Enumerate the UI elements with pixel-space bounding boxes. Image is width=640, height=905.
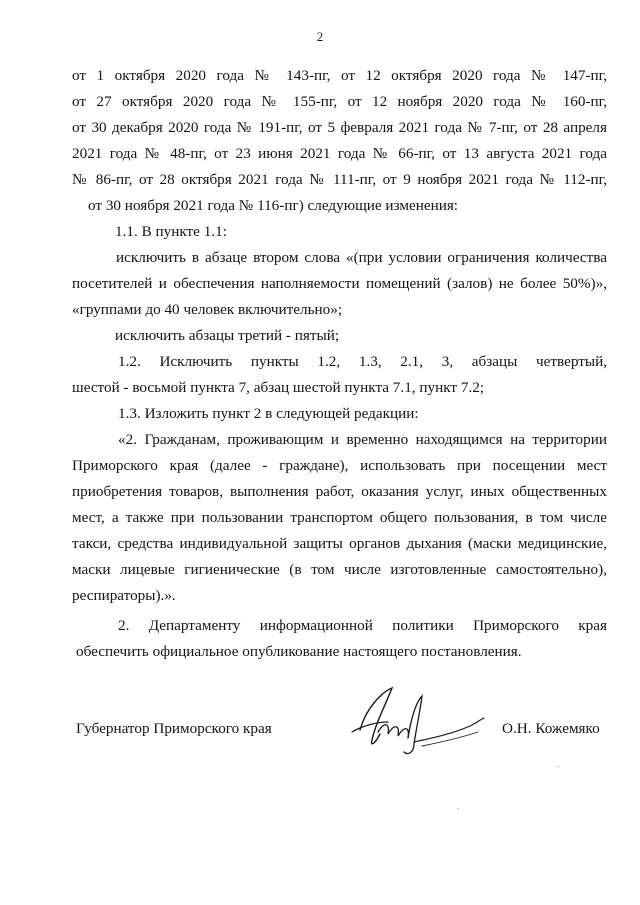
text-line: респираторы).». bbox=[72, 587, 176, 604]
text-line: Приморского края (далее - граждане), использовать при посещении мест bbox=[72, 457, 607, 474]
text-line: посетителей и обеспечения наполняемости помещений (залов) не более 50%)», bbox=[72, 275, 607, 292]
text-line: от 30 ноября 2021 года № 116-пг) следующие изменения: bbox=[88, 197, 459, 214]
text-line: шестой - восьмой пункта 7, абзац шестой пункта 7.1, пункт 7.2; bbox=[72, 379, 485, 396]
text-line: от 30 декабря 2020 года № 191-пг, от 5 февраля 2021 года № 7-пг, от 28 апреля bbox=[72, 119, 607, 136]
text-line: такси, средства индивидуальной защиты органов дыхания (маски медицинские, bbox=[72, 535, 607, 552]
signer-name: О.Н. Кожемяко bbox=[502, 720, 600, 737]
page-number: 2 bbox=[316, 29, 324, 44]
text-line: исключить в абзаце втором слова «(при условии ограничения количества bbox=[116, 249, 607, 266]
text-line: 2021 года № 48-пг, от 23 июня 2021 года № 66-пг, от 13 августа 2021 года bbox=[72, 145, 607, 162]
text-line: «группами до 40 человек включительно»; bbox=[72, 301, 343, 318]
signature-block bbox=[0, 712, 640, 752]
handwritten-signature bbox=[342, 682, 492, 772]
text-line: от 1 октября 2020 года № 143-пг, от 12 октября 2020 года № 147-пг, bbox=[72, 67, 607, 84]
text-line: обеспечить официальное опубликование настоящего постановления. bbox=[76, 643, 522, 660]
text-line: исключить абзацы третий - пятый; bbox=[115, 327, 340, 344]
scan-speck bbox=[557, 766, 559, 767]
text-line: маски лицевые гигиенические (в том числе изготовленные самостоятельно), bbox=[72, 561, 607, 578]
clause-heading: 2. Департаменту информационной политики Приморского края bbox=[118, 617, 607, 634]
text-line: приобретения товаров, выполнения работ, оказания услуг, иных общественных bbox=[72, 483, 607, 500]
scan-speck bbox=[457, 808, 459, 809]
text-line: мест, а также при пользовании транспортом общего пользования, в том числе bbox=[72, 509, 607, 526]
clause-heading: 1.2. Исключить пункты 1.2, 1.3, 2.1, 3, абзацы четвертый, bbox=[118, 353, 607, 370]
clause-heading: 1.3. Изложить пункт 2 в следующей редакции: bbox=[118, 405, 419, 422]
text-line: № 86-пг, от 28 октября 2021 года № 111-пг, от 9 ноября 2021 года № 112-пг, bbox=[72, 171, 607, 188]
clause-heading: 1.1. В пункте 1.1: bbox=[115, 223, 227, 240]
text-line: «2. Гражданам, проживающим и временно находящимся на территории bbox=[118, 431, 607, 448]
signer-title: Губернатор Приморского края bbox=[76, 720, 272, 737]
text-line: от 27 октября 2020 года № 155-пг, от 12 ноября 2020 года № 160-пг, bbox=[72, 93, 607, 110]
